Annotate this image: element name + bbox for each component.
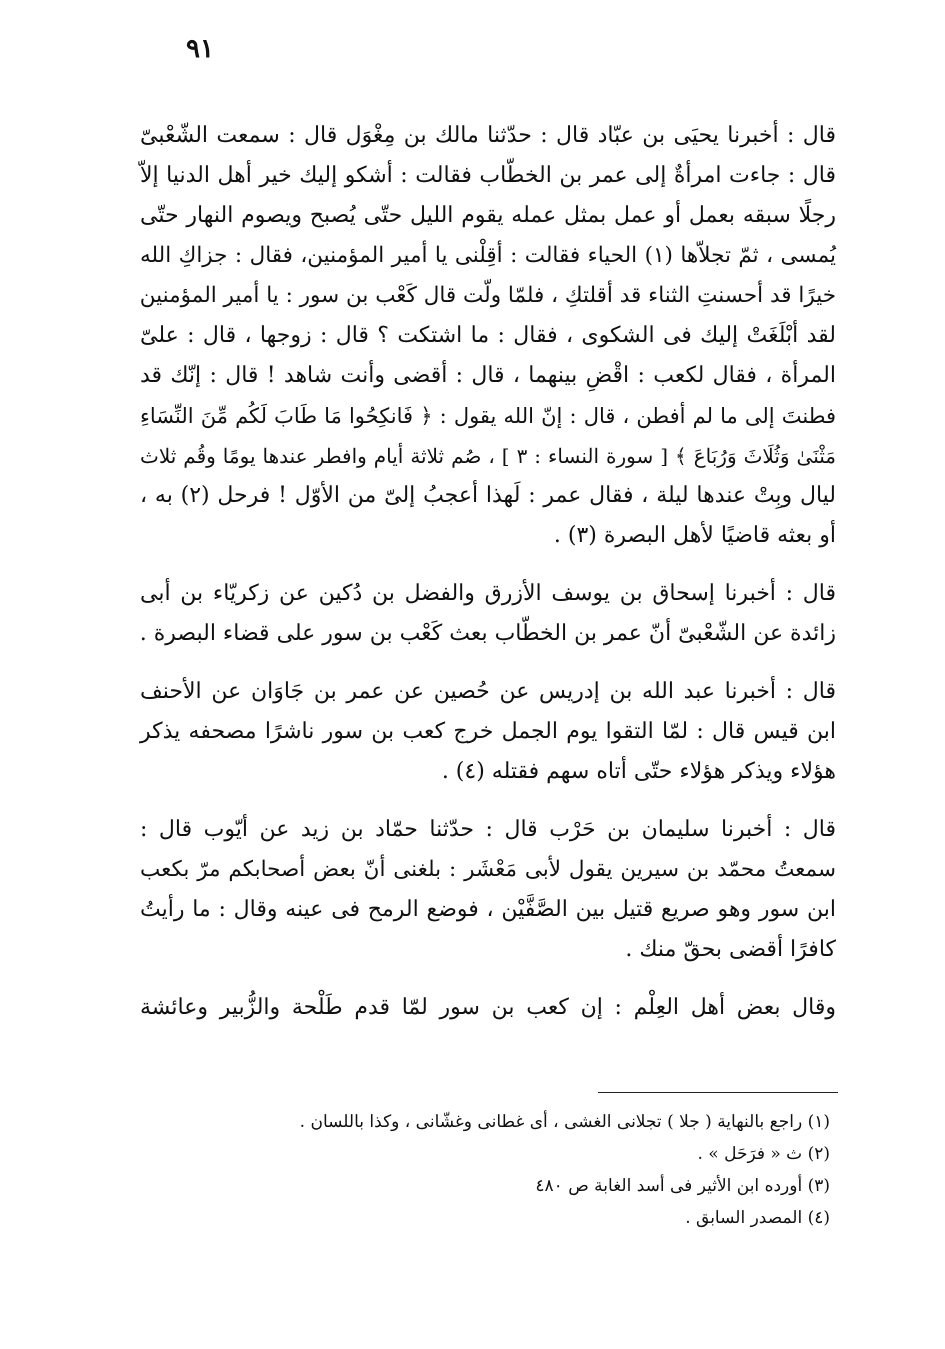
text-line: لقد أبْلَغَتْ إليك فى الشكوى ، فقال : ما اشتكت ؟ قال : زوجها ، قال : علىّ: [140, 323, 836, 348]
text-line: المرأة ، فقال لكعب : اقْضِ بينهما ، قال : أقضى وأنت شاهد ! قال : إنّك قد: [140, 363, 836, 388]
text-line: سمعتُ محمّد بن سيرين يقول لأبى مَعْشَر : بلغنى أنّ بعض أصحابكم مرّ بكعب: [140, 857, 836, 882]
text-line: زائدة عن الشّعْبىّ أنّ عمر بن الخطّاب بعث كَعْب بن سور على قضاء البصرة .: [139, 621, 836, 646]
text-line: ليال وبِتْ عندها ليلة ، فقال عمر : لَهذا أعجبُ إلىّ من الأوّل ! فرحل (٢) به ،: [140, 483, 836, 508]
paragraph-4: [140, 810, 836, 970]
text-line: قال : جاءت امرأةٌ إلى عمر بن الخطّاب فقالت : أشكو إليك خير أهل الدنيا إلاّ: [140, 163, 836, 188]
text-line: رجلًا سبقه بعمل أو عمل بمثل عمله يقوم الليل حتّى يُصبح ويصوم النهار حتّى: [140, 203, 836, 228]
text-line: قال : أخبرنا سليمان بن حَرْب قال : حدّثنا حمّاد بن زيد عن أيّوب قال :: [140, 817, 836, 842]
text-line: ابن سور وهو صريع قتيل بين الصَّفَّيْن ، فوضع الرمح فى عينه وقال : ما رأيتُ: [140, 897, 836, 922]
text-line: مَثْنَىٰ وَثُلَاثَ وَرُبَاعَ ﴾ [ سورة النساء : ٣ ] ، صُم ثلاثة أيام وافطر عندها يومًا وقُم ثلاث: [140, 444, 836, 468]
paragraph-3: [140, 672, 836, 792]
text-line: أو بعثه قاضيًا لأهل البصرة (٣) .: [553, 523, 836, 548]
text-line: قال : أخبرنا إسحاق بن يوسف الأزرق والفضل بن دُكين عن زكريّاء بن أبى: [140, 581, 836, 606]
footnote-1: (١) راجع بالنهاية ( جلا ) تجلانى الغشى ، أى غطانى وغشّانى ، وكذا باللسان .: [299, 1112, 830, 1132]
text-line: هؤلاء ويذكر هؤلاء حتّى أتاه سهم فقتله (٤) .: [441, 759, 836, 784]
paragraph-2: [140, 574, 836, 654]
text-line: يُمسى ، ثمّ تجلاّها (١) الحياء فقالت : أقِلْنى يا أمير المؤمنين، فقال : جزاكِ الله: [140, 243, 836, 268]
footnote-4: (٤) المصدر السابق .: [685, 1208, 830, 1228]
page-number: ٩١: [186, 34, 214, 64]
footnote-3: (٣) أورده ابن الأثير فى أسد الغابة ص ٤٨٠: [535, 1176, 830, 1196]
paragraph-1: [140, 116, 836, 556]
text-line: كافرًا أقضى بحقّ منك .: [625, 937, 836, 962]
footnotes: [200, 1106, 830, 1234]
text-line: قال : أخبرنا يحيَى بن عبّاد قال : حدّثنا مالك بن مِغْوَل قال : سمعت الشّعْبىّ: [140, 123, 836, 148]
text-line: قال : أخبرنا عبد الله بن إدريس عن حُصين عن عمر بن جَاوَان عن الأحنف: [140, 679, 836, 704]
text-line: خيرًا قد أحسنتِ الثناء قد أقلتكِ ، فلمّا ولّت قال كَعْب بن سور : يا أمير المؤمنين: [139, 283, 836, 308]
footnote-divider: [598, 1092, 838, 1093]
text-line: ابن قيس قال : لمّا التقوا يوم الجمل خرج كعب بن سور ناشرًا مصحفه يذكر: [140, 719, 836, 744]
text-line: فطنتَ إلى ما لم أفطن ، قال : إنّ الله يقول : ﴿ فَانكِحُوا مَا طَابَ لَكُم مِّنَ النِّسَاءِ: [140, 404, 836, 428]
main-text: [140, 116, 836, 1032]
text-line: وقال بعض أهل العِلْم : إن كعب بن سور لمّا قدم طَلْحة والزُّبير وعائشة: [140, 995, 836, 1020]
footnote-2: (٢) ث « فرَحَل » .: [697, 1144, 830, 1164]
paragraph-5: [140, 988, 836, 1028]
